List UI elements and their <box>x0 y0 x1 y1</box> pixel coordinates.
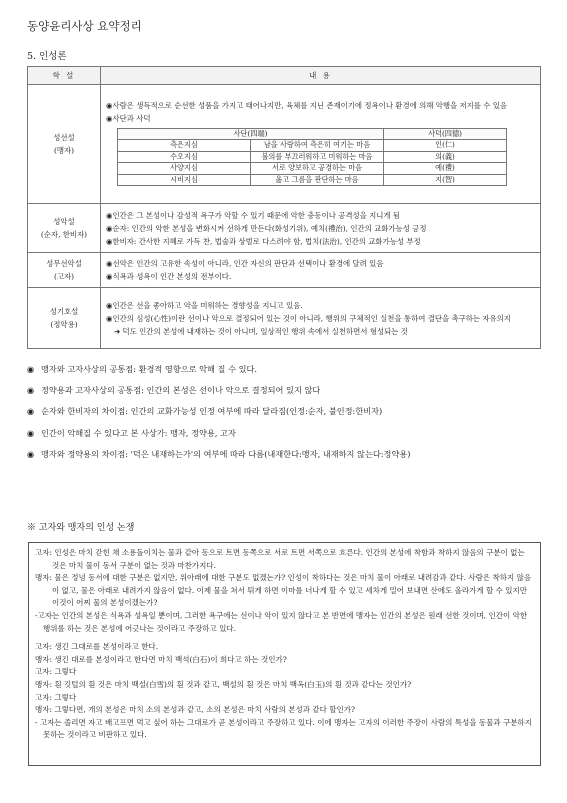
debate-line: 고자: 그렇다 <box>35 692 77 702</box>
inner-cell: 사양지심 <box>118 163 251 175</box>
theory-proponent: (고자) <box>53 272 75 281</box>
arrow-note: ➜ 덕도 인간의 본성에 내재하는 것이 아니며, 일상적인 행위 속에서 실천하면서 형성되는 것 <box>114 326 408 336</box>
inner-cell: 측은지심 <box>118 140 251 152</box>
content-cell <box>101 288 541 349</box>
bullet-item: ◉인간의 심성(心性)이란 선이나 악으로 결정되어 있는 것이 아니라, 행위의 구체적인 실천을 통하여 결단을 촉구하는 자유의지 <box>106 313 511 323</box>
human-nature-table <box>27 66 541 349</box>
debate-line: 고자: 생긴 그대로를 본성이라고 한다. <box>35 642 159 652</box>
inner-cell: 불의를 부끄러워하고 미워하는 마음 <box>251 151 384 163</box>
theory-name: 성기호설 <box>49 307 79 316</box>
inner-cell: 남을 사랑하여 측은히 여기는 마음 <box>251 140 384 152</box>
inner-header-row <box>118 128 507 140</box>
theory-proponent: (맹자) <box>53 146 75 155</box>
bullet-item: ◉선악은 인간의 고유한 속성이 아니라, 인간 자신의 판단과 선택이나 환경에 달려 있음 <box>106 259 384 268</box>
inner-header-sadan: 사단(四端) <box>118 128 384 140</box>
inner-cell: 의(義) <box>384 151 507 163</box>
inner-cell: 시비지심 <box>118 174 251 186</box>
theory-proponent: (순자, 한비자) <box>40 230 88 239</box>
document-title: 동양윤리사상 요약정리 <box>27 19 142 33</box>
theory-cell <box>28 288 101 349</box>
inner-row <box>118 163 507 175</box>
inner-cell: 옳고 그름을 판단하는 마음 <box>251 174 384 186</box>
summary-point <box>27 380 410 401</box>
inner-header-sadeok: 사덕(四德) <box>384 128 507 140</box>
four-sprouts-table <box>117 128 507 187</box>
theory-name: 성무선악설 <box>46 259 82 268</box>
inner-row <box>118 174 507 186</box>
debate-commentary: - 고자는 졸리면 자고 배고프면 먹고 싶어 하는 그대로가 곧 본성이라고 주장하고 있다. 이에 맹자는 고자의 이러한 주장이 사람의 특성을 동물과 구분하지 못하는 것이라고 비판하고 있다. <box>35 717 532 740</box>
content-cell <box>101 204 541 253</box>
table-row <box>28 288 541 349</box>
debate-line: 고자: 그렇다 <box>35 667 77 677</box>
content-cell <box>101 253 541 288</box>
bullet-icon: ◉ <box>27 427 35 438</box>
summary-point <box>27 423 410 444</box>
bullet-icon: ◉ <box>27 385 35 396</box>
summary-point-text: 순자와 한비자의 차이점: 인간의 교화가능성 인정 여부에 따라 달라짐(인정:순자, 불인정:한비자) <box>41 406 383 417</box>
table-row <box>28 253 541 288</box>
summary-point-text: 인간이 악해질 수 있다고 본 사상가: 맹자, 정약용, 고자 <box>41 427 236 438</box>
content-cell <box>101 85 541 204</box>
debate-line: 맹자: 생긴 대로를 본성이라고 한다면 마치 백석(白石)이 희다고 하는 것인가? <box>35 654 287 664</box>
header-theory: 학 설 <box>28 67 101 85</box>
summary-point-text: 맹자와 정약용의 차이점: '덕은 내재하는가'의 여부에 따라 다름(내재한다:맹자, 내재하지 않는다:정약용) <box>41 448 411 459</box>
summary-point-text: 정약용과 고자사상의 공통점: 인간의 본성은 선이나 악으로 결정되어 있지 않다 <box>41 385 321 396</box>
debate-commentary: -고자는 인간의 본성은 식욕과 성욕일 뿐이며, 그러한 욕구에는 선이나 악이 있지 않다고 본 반면에 맹자는 인간의 본성은 원래 선한 것이며, 인간이 악한 행위를 하는 것은 본성에 어긋나는 것이라고 주장하고 있다. <box>35 610 528 633</box>
summary-point <box>27 401 410 422</box>
bullet-item: ◉사단과 사덕 <box>106 113 151 123</box>
table-row <box>28 204 541 253</box>
bullet-item: ◉인간은 선을 좋아하고 악을 미워하는 경향성을 지니고 있음. <box>106 300 303 310</box>
inner-cell: 서로 양보하고 공경하는 마음 <box>251 163 384 175</box>
debate-heading: ※ 고자와 맹자의 인성 논쟁 <box>27 523 135 533</box>
theory-proponent: (정약용) <box>50 320 78 329</box>
table-header-row <box>28 67 541 85</box>
debate-line: 맹자: 흰 깃털의 흰 것은 마치 백설(白雪)의 흰 것과 같고, 백설의 흰 것은 마치 백옥(白玉)의 흰 것과 같다는 것인가? <box>35 679 412 689</box>
theory-name: 성악설 <box>53 217 75 226</box>
bullet-item: ◉식욕과 성욕이 인간 본성의 전부이다. <box>106 272 232 281</box>
bullet-item: ◉사람은 생득적으로 순선한 성품을 가지고 태어나지만, 육체를 지닌 존재이기에 정욕이나 환경에 의해 악행을 저지를 수 있음 <box>106 100 508 110</box>
inner-cell: 지(智) <box>384 174 507 186</box>
summary-points <box>27 359 410 465</box>
bullet-icon: ◉ <box>27 406 35 417</box>
debate-line: 고자: 인성은 마치 갇힌 채 소용돌이치는 물과 같아 동으로 트면 동쪽으로 서로 트면 서쪽으로 흐른다. 인간의 본성에 착함과 착하지 않음의 구분이 없는 것은 마치 물이 동서 구분이 없는 것과 마찬가지다. <box>35 548 525 570</box>
bullet-item: ◉순자: 인간의 악한 본성을 변화시켜 선하게 만든다(화성기위), 예치(禮治), 인간의 교화가능성 긍정 <box>106 223 427 233</box>
debate-line: 맹자: 물은 정녕 동서에 대한 구분은 없지만, 위아래에 대한 구분도 없겠는가? 인성이 착하다는 것은 마치 물이 아래로 내려감과 같다. 사람은 착하지 않음이 없고, 물은 아래로 내려가지 않음이 없다. 이제 물을 쳐서 튀게 하면 이마를 너나게 할 수 있고 세차게 밀어 보내면 산에도 올라가게 할 수 있지만 이것이 어찌 물의 본성이겠는가? <box>35 573 532 608</box>
debate-line: 맹자: 그렇다면, 개의 본성은 마치 소의 본성과 같고, 소의 본성은 마치 사람의 본성과 같다 할인가? <box>35 705 355 715</box>
table-row <box>28 85 541 204</box>
section-heading: 5. 인성론 <box>27 51 67 62</box>
bullet-icon: ◉ <box>27 448 35 459</box>
page-mark: · <box>276 797 278 803</box>
summary-point-text: 맹자와 고자사상의 공통점: 환경적 영향으로 악해 질 수 있다. <box>41 364 258 374</box>
inner-cell: 예(禮) <box>384 163 507 175</box>
debate-box <box>28 542 541 766</box>
bullet-item: ◉한비자: 간사한 지혜로 가득 찬, 법술과 상벌로 다스려야 함, 법치(法治), 인간의 교화가능성 부정 <box>106 236 421 246</box>
summary-point <box>27 359 410 380</box>
inner-row <box>118 140 507 152</box>
bullet-item: ◉인간은 그 본성이나 감성적 욕구가 악할 수 있기 때문에 악한 충동이나 공격성을 지니게 됨 <box>106 210 401 220</box>
theory-cell <box>28 204 101 253</box>
inner-cell: 수오지심 <box>118 151 251 163</box>
theory-name: 성선설 <box>53 133 75 142</box>
theory-cell <box>28 85 101 204</box>
summary-point <box>27 444 410 465</box>
bullet-icon: ◉ <box>27 364 35 374</box>
theory-cell <box>28 253 101 288</box>
inner-cell: 인(仁) <box>384 140 507 152</box>
inner-row <box>118 151 507 163</box>
header-content: 내 용 <box>101 67 541 85</box>
